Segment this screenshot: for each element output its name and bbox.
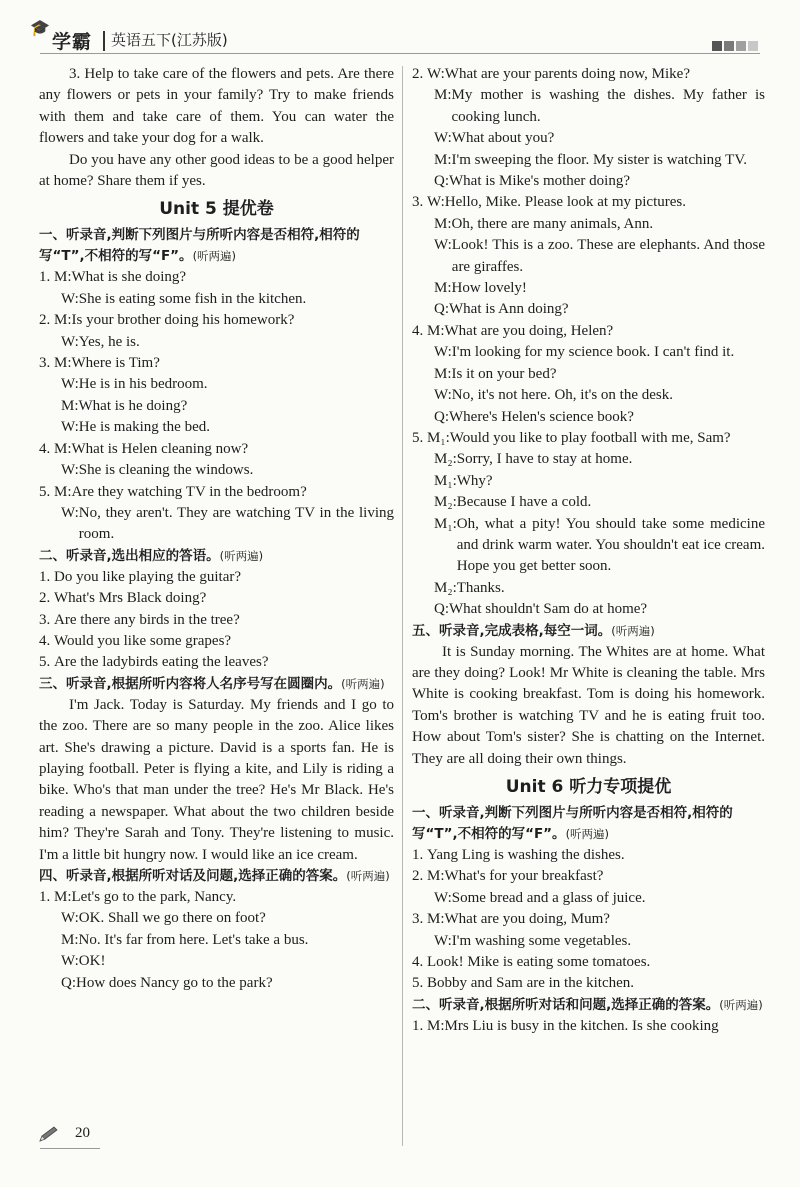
dialogue-line <box>412 214 765 235</box>
dialogue-list <box>412 64 765 621</box>
dialogue-line <box>412 278 765 299</box>
section-heading <box>39 674 394 695</box>
speaker-label: M: <box>427 868 445 885</box>
dialogue-line <box>412 845 765 866</box>
dialogue-line <box>412 128 765 149</box>
item-number: 2. <box>412 868 427 885</box>
line-text: Is your brother doing his homework? <box>71 312 295 329</box>
line-text: He is making the bed. <box>78 419 211 436</box>
item-number: 2. <box>39 312 54 329</box>
speaker-label: M: <box>61 397 79 414</box>
speaker-label: M: <box>61 931 79 948</box>
speaker-label: W: <box>61 953 79 970</box>
header-square <box>748 41 758 51</box>
section-heading <box>39 225 394 267</box>
section-heading-text: 二、听录音,根据所听对话和问题,选择正确的答案。 <box>412 996 720 1013</box>
speaker-label: Q: <box>434 601 449 618</box>
dialogue-line <box>39 267 394 288</box>
line-text: He is in his bedroom. <box>78 376 208 393</box>
dialogue-line <box>412 973 765 994</box>
line-text: How does Nancy go to the park? <box>76 974 273 991</box>
listen-twice-note: (听两遍) <box>219 548 264 563</box>
line-text: OK! <box>78 953 106 970</box>
item-number: 4. <box>39 440 54 457</box>
speaker-label: W: <box>434 130 452 147</box>
speaker-label: W: <box>61 910 79 927</box>
item-number: 1. <box>412 1017 427 1034</box>
line-text: She is cleaning the windows. <box>78 462 254 479</box>
page-number: 20 <box>75 1125 90 1141</box>
line-text: What is she doing? <box>71 269 187 286</box>
line-text: I'm sweeping the floor. My sister is watching TV. <box>451 151 747 168</box>
item-number: 3. <box>412 911 427 928</box>
speaker-label: M: <box>54 312 72 329</box>
speaker-label: W: <box>434 387 452 404</box>
speaker-label: W: <box>427 194 445 211</box>
dialogue-line <box>412 866 765 887</box>
line-text: Yes, he is. <box>78 333 140 350</box>
dialogue-line <box>39 631 394 652</box>
line-text: What is Helen cleaning now? <box>71 440 249 457</box>
line-text: Are the ladybirds eating the leaves? <box>54 654 269 671</box>
left-column <box>39 64 394 994</box>
section-heading-text: 四、听录音,根据所听对话及问题,选择正确的答案。 <box>39 868 347 884</box>
dialogue-line <box>412 471 765 492</box>
speaker-label: M₁: <box>434 515 457 532</box>
dialogue-line <box>412 514 765 578</box>
dialogue-line <box>412 909 765 930</box>
unit-title: Unit 5 提优卷 <box>159 199 274 220</box>
dialogue-list <box>39 267 394 545</box>
column-divider <box>402 66 403 1146</box>
header-square <box>724 41 734 51</box>
dialogue-list <box>412 845 765 995</box>
line-text: Because I have a cold. <box>456 494 592 511</box>
section-heading <box>412 995 765 1016</box>
dialogue-line <box>412 578 765 599</box>
dialogue-line <box>39 930 394 951</box>
line-text: What are your parents doing now, Mike? <box>444 66 690 82</box>
header-square <box>736 41 746 51</box>
line-text: Thanks. <box>456 579 505 596</box>
question-list <box>39 567 394 674</box>
line-text: What is Mike's mother doing? <box>449 173 631 190</box>
speaker-label: M: <box>54 889 72 905</box>
dialogue-line <box>39 887 394 908</box>
speaker-label: M: <box>434 280 452 297</box>
dialogue-line <box>39 588 394 609</box>
item-number: 3. <box>39 355 54 372</box>
passage-paragraph: It is Sunday morning. The Whites are at home. What are they doing? Look! Mr White is cleaning the table. Mrs White is cooking breakfast. Tom is doing his homework. Tom's brother is watching TV and he is eating fruit too. How about Tom's sister? She is chatting on the Internet. They are all doing their own things. <box>412 643 765 767</box>
dialogue-line <box>412 931 765 952</box>
speaker-label: W: <box>434 237 452 254</box>
speaker-label: W: <box>427 66 445 82</box>
line-text: What are you doing, Helen? <box>444 322 614 339</box>
dialogue-line <box>39 951 394 972</box>
section-heading-text: 五、听录音,完成表格,每空一词。 <box>412 622 612 639</box>
dialogue-line <box>412 449 765 470</box>
page-header <box>0 0 800 58</box>
speaker-label: M: <box>434 365 452 382</box>
dialogue-list <box>39 887 394 994</box>
speaker-label: M: <box>427 322 445 339</box>
listen-twice-note: (听两遍) <box>611 623 655 638</box>
dialogue-line <box>412 428 765 449</box>
dialogue-line <box>412 407 765 428</box>
line-text: OK. Shall we go there on foot? <box>78 910 266 927</box>
passage-paragraph: I'm Jack. Today is Saturday. My friends and I go to the zoo. There are so many people in the zoo. Alice likes art. She's drawing a picture. David is a sports fan. He is playing football. Peter is flying a kite, and Lily is riding a bike. Who's that man under the tree? He's Mr Black. He's reading a newspaper. What about the two children beside him? They're Sarah and Tony. They're listening to music. I'm a little bit hungry now. I would like an ice cream. <box>39 696 394 863</box>
section-heading-text: 二、听录音,选出相应的答语。 <box>39 547 220 564</box>
graduation-cap-icon: 🎓 <box>30 20 50 37</box>
dialogue-line <box>39 396 394 417</box>
dialogue-line <box>39 374 394 395</box>
dialogue-line <box>412 599 765 620</box>
intro-paragraph: Do you have any other good ideas to be a good helper at home? Share them if yes. <box>39 151 394 190</box>
header-divider <box>103 31 105 51</box>
speaker-label: Q: <box>61 974 76 991</box>
dialogue-line <box>412 321 765 342</box>
line-text: Are they watching TV in the bedroom? <box>71 483 307 500</box>
line-text: Oh, what a pity! You should take some medicine and drink warm water. You shouldn't eat ice cream. Hope you get better soon. <box>456 515 765 575</box>
right-column <box>412 64 765 1037</box>
footer-rule <box>40 1148 100 1149</box>
dialogue-line <box>39 908 394 929</box>
speaker-label: M₂: <box>434 451 457 468</box>
line-text: Would you like to play football with me, Sam? <box>449 429 731 446</box>
line-text: Look! Mike is eating some tomatoes. <box>427 954 651 971</box>
line-text: Hello, Mike. Please look at my pictures. <box>444 194 686 211</box>
line-text: No. It's far from here. Let's take a bus. <box>78 931 309 948</box>
line-text: Some bread and a glass of juice. <box>451 889 646 906</box>
dialogue-list <box>412 1016 765 1037</box>
dialogue-line <box>39 567 394 588</box>
dialogue-line <box>412 952 765 973</box>
item-number: 1. <box>39 889 54 905</box>
speaker-label: W: <box>61 419 79 436</box>
speaker-label: M: <box>434 87 452 104</box>
speaker-label: Q: <box>434 408 449 425</box>
speaker-label: W: <box>61 462 79 479</box>
dialogue-line <box>412 171 765 192</box>
line-text: I'm washing some vegetables. <box>451 932 632 949</box>
item-number: 3. <box>412 194 427 211</box>
line-text: Are there any birds in the tree? <box>54 611 240 628</box>
speaker-label: M: <box>434 215 452 232</box>
section-heading <box>412 803 765 845</box>
line-text: What shouldn't Sam do at home? <box>449 601 648 618</box>
logo-text: 学霸 <box>52 31 93 53</box>
line-text: Look! This is a zoo. These are elephants. And those are giraffes. <box>451 237 765 275</box>
item-number: 5. <box>412 429 427 446</box>
section-heading-text: 一、听录音,判断下列图片与所听内容是否相符,相符的写“T”,不相符的写“F”。 <box>39 227 360 265</box>
line-text: What about you? <box>451 130 555 147</box>
item-number: 4. <box>412 322 427 339</box>
speaker-label: M₁: <box>427 429 450 446</box>
item-number: 5. <box>39 654 54 671</box>
line-text: Where's Helen's science book? <box>449 408 634 425</box>
speaker-label: Q: <box>434 173 449 190</box>
speaker-label: M₂: <box>434 494 457 511</box>
speaker-label: W: <box>61 504 79 521</box>
line-text: Mrs Liu is busy in the kitchen. Is she cooking <box>444 1017 719 1034</box>
dialogue-line <box>39 503 394 546</box>
unit-title: Unit 6 听力专项提优 <box>505 777 672 797</box>
speaker-label: M: <box>54 483 72 500</box>
speaker-label: W: <box>61 290 79 307</box>
line-text: No, it's not here. Oh, it's on the desk. <box>451 387 673 404</box>
item-number: 3. <box>39 611 54 628</box>
line-text: Do you like playing the guitar? <box>54 568 242 585</box>
section-heading <box>39 866 394 887</box>
dialogue-line <box>412 1016 765 1037</box>
line-text: Why? <box>456 472 493 489</box>
line-text: I'm looking for my science book. I can't find it. <box>451 344 735 361</box>
dialogue-line <box>39 332 394 353</box>
line-text: What are you doing, Mum? <box>444 911 610 928</box>
book-title: 英语五下(江苏版) <box>111 31 228 49</box>
dialogue-line <box>39 310 394 331</box>
item-number: 4. <box>412 954 427 971</box>
dialogue-line <box>39 353 394 374</box>
section-heading <box>412 621 765 642</box>
dialogue-line <box>39 460 394 481</box>
speaker-label: M: <box>54 440 72 457</box>
item-number: 2. <box>412 66 427 82</box>
speaker-label: W: <box>434 932 452 949</box>
line-text: Let's go to the park, Nancy. <box>71 889 237 905</box>
header-squares <box>712 38 760 49</box>
item-number: 5. <box>412 975 427 992</box>
item-number: 1. <box>412 847 427 863</box>
dialogue-line <box>412 364 765 385</box>
dialogue-line <box>39 482 394 503</box>
speaker-label: W: <box>434 344 452 361</box>
dialogue-line <box>39 289 394 310</box>
line-text: Bobby and Sam are in the kitchen. <box>427 975 635 992</box>
dialogue-line <box>39 610 394 631</box>
listen-twice-note: (听两遍) <box>346 869 390 883</box>
listen-twice-note: (听两遍) <box>192 249 237 264</box>
line-text: Would you like some grapes? <box>54 632 232 649</box>
item-number: 1. <box>39 269 54 286</box>
item-number: 4. <box>39 632 54 649</box>
line-text: What is he doing? <box>78 397 188 414</box>
line-text: No, they aren't. They are watching TV in the living room. <box>78 504 394 543</box>
item-number: 5. <box>39 483 54 500</box>
dialogue-line <box>412 299 765 320</box>
header-rule <box>40 53 760 54</box>
speaker-label: M: <box>54 355 72 372</box>
line-text: My mother is washing the dishes. My father is cooking lunch. <box>451 87 765 125</box>
dialogue-line <box>39 417 394 438</box>
dialogue-line <box>412 235 765 278</box>
line-text: Oh, there are many animals, Ann. <box>451 215 654 232</box>
speaker-label: M: <box>427 911 445 928</box>
dialogue-line <box>412 492 765 513</box>
dialogue-line <box>412 192 765 213</box>
section-heading-text: 三、听录音,根据所听内容将人名序号写在圆圈内。 <box>39 675 342 692</box>
speaker-label: M₁: <box>434 472 457 489</box>
section-heading <box>39 546 394 567</box>
speaker-label: M₂: <box>434 579 457 596</box>
speaker-label: W: <box>61 376 79 393</box>
dialogue-line <box>39 973 394 994</box>
item-number: 1. <box>39 568 54 585</box>
line-text: Is it on your bed? <box>451 365 557 382</box>
line-text: How lovely! <box>451 280 527 297</box>
speaker-label: W: <box>61 333 79 350</box>
item-number: 2. <box>39 590 54 607</box>
line-text: What's for your breakfast? <box>444 868 604 885</box>
line-text: What's Mrs Black doing? <box>54 590 207 607</box>
dialogue-line <box>39 652 394 673</box>
dialogue-line <box>412 342 765 363</box>
dialogue-line <box>412 85 765 128</box>
intro-paragraph: 3. Help to take care of the flowers and pets. Are there any flowers or pets in your family? Try to make friends with them and take care of them. You can water the flowers and take your dog for a walk. <box>39 66 394 147</box>
dialogue-line <box>412 64 765 85</box>
speaker-label: M: <box>54 269 72 286</box>
line-text: She is eating some fish in the kitchen. <box>78 290 307 307</box>
dialogue-line <box>39 439 394 460</box>
speaker-label: M: <box>434 151 452 168</box>
pencil-icon <box>38 1125 62 1143</box>
speaker-label: Q: <box>434 301 449 318</box>
section-heading-text: 一、听录音,判断下列图片与所听内容是否相符,相符的写“T”,不相符的写“F”。 <box>412 805 733 842</box>
dialogue-line <box>412 888 765 909</box>
line-text: Yang Ling is washing the dishes. <box>427 847 625 863</box>
listen-twice-note: (听两遍) <box>565 827 610 841</box>
header-square <box>712 41 722 51</box>
listen-twice-note: (听两遍) <box>719 997 763 1012</box>
speaker-label: W: <box>434 889 452 906</box>
speaker-label: M: <box>427 1017 445 1034</box>
dialogue-line <box>412 385 765 406</box>
line-text: Sorry, I have to stay at home. <box>456 451 633 468</box>
listen-twice-note: (听两遍) <box>341 676 385 691</box>
line-text: Where is Tim? <box>71 355 160 372</box>
dialogue-line <box>412 150 765 171</box>
line-text: What is Ann doing? <box>449 301 569 318</box>
